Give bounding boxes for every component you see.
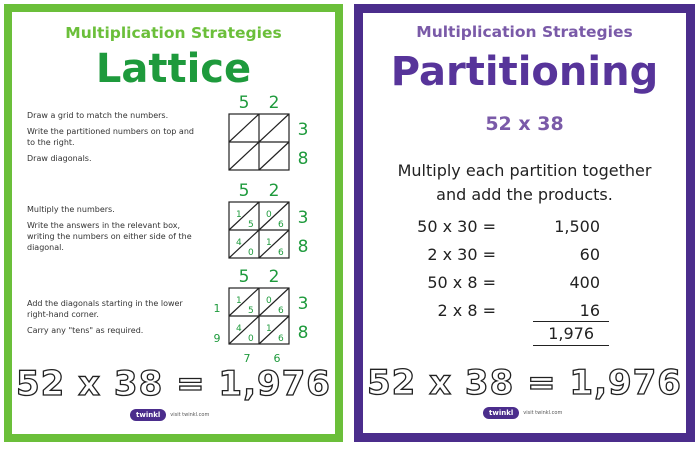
lattice-grid-step-1 (215, 92, 325, 174)
right-digit: 3 (297, 294, 309, 314)
cell-digit: 0 (266, 210, 272, 220)
calc-expression: 50 x 30 = (417, 217, 496, 236)
cell-digit: 4 (236, 238, 242, 248)
right-digit: 3 (297, 120, 309, 140)
calc-product: 400 (569, 273, 600, 292)
description (363, 159, 686, 207)
cell-digit: 5 (248, 306, 254, 316)
cell-digit: 0 (266, 296, 272, 306)
calc-expression: 2 x 8 = (437, 301, 496, 320)
right-digit: 8 (297, 237, 309, 257)
left-carry-digit: 9 (213, 332, 221, 345)
calc-product: 16 (579, 301, 600, 320)
instruction-line: Draw a grid to match the numbers. (27, 111, 169, 120)
top-digit: 2 (268, 93, 280, 113)
cell-digit: 1 (236, 296, 242, 306)
instructions-step-3 (27, 298, 197, 341)
poster-subtitle: Multiplication Strategies (65, 24, 282, 42)
cell-digit: 6 (278, 220, 284, 230)
top-digit: 5 (238, 93, 250, 113)
instruction-line: Write the answers in the relevant box, writing the numbers on either side of the diagonal. (27, 221, 192, 252)
description-line: Multiply each partition together (397, 161, 652, 180)
bottom-result-digit: 6 (273, 352, 281, 365)
lattice-poster (4, 4, 343, 442)
final-equation: 52 x 38 = 1,976 (16, 364, 331, 404)
instruction-line: Carry any "tens" as required. (27, 326, 144, 335)
lattice-grid-step-3 (201, 266, 325, 366)
instruction-line: Draw diagonals. (27, 154, 92, 163)
poster-title: Partitioning (390, 49, 659, 95)
partitioning-poster (354, 4, 695, 442)
cell-digit: 5 (248, 220, 254, 230)
calc-total: 1,976 (548, 324, 594, 343)
cell-digit: 0 (248, 334, 254, 344)
twinkl-logo (130, 409, 209, 421)
logo-badge: twinkl (130, 409, 166, 421)
sum-rule-top (533, 321, 609, 322)
instruction-line: Add the diagonals starting in the lower right-hand corner. (27, 299, 183, 319)
poster-subtitle: Multiplication Strategies (416, 23, 633, 41)
cell-digit: 6 (278, 306, 284, 316)
top-digit: 5 (238, 267, 250, 287)
cell-digit: 6 (278, 334, 284, 344)
instructions-step-2 (27, 204, 197, 258)
calc-product: 1,500 (554, 217, 600, 236)
instruction-line: Multiply the numbers. (27, 205, 115, 214)
calc-expression: 2 x 30 = (427, 245, 496, 264)
cell-digit: 1 (236, 210, 242, 220)
final-equation: 52 x 38 = 1,976 (367, 363, 682, 403)
logo-url: visit twinkl.com (523, 410, 563, 416)
cell-digit: 0 (248, 248, 254, 258)
cell-digit: 1 (266, 238, 272, 248)
twinkl-logo (483, 407, 562, 419)
logo-badge: twinkl (483, 407, 519, 419)
lattice-grid-step-2 (215, 180, 325, 262)
description-line: and add the products. (436, 185, 613, 204)
right-digit: 8 (297, 323, 309, 343)
top-digit: 5 (238, 181, 250, 201)
instruction-line: Write the partitioned numbers on top and to the right. (27, 127, 194, 147)
logo-url: visit twinkl.com (170, 412, 210, 418)
instructions-step-1 (27, 110, 197, 169)
cell-digit: 1 (266, 324, 272, 334)
problem-text: 52 x 38 (485, 113, 564, 135)
calc-product: 60 (579, 245, 600, 264)
top-digit: 2 (268, 267, 280, 287)
bottom-result-digit: 7 (243, 352, 251, 365)
calc-expression: 50 x 8 = (427, 273, 496, 292)
right-digit: 3 (297, 208, 309, 228)
left-carry-digit: 1 (213, 302, 221, 315)
cell-digit: 4 (236, 324, 242, 334)
cell-digit: 6 (278, 248, 284, 258)
sum-rule-bottom (533, 345, 609, 346)
top-digit: 2 (268, 181, 280, 201)
poster-title: Lattice (95, 46, 252, 92)
right-digit: 8 (297, 149, 309, 169)
